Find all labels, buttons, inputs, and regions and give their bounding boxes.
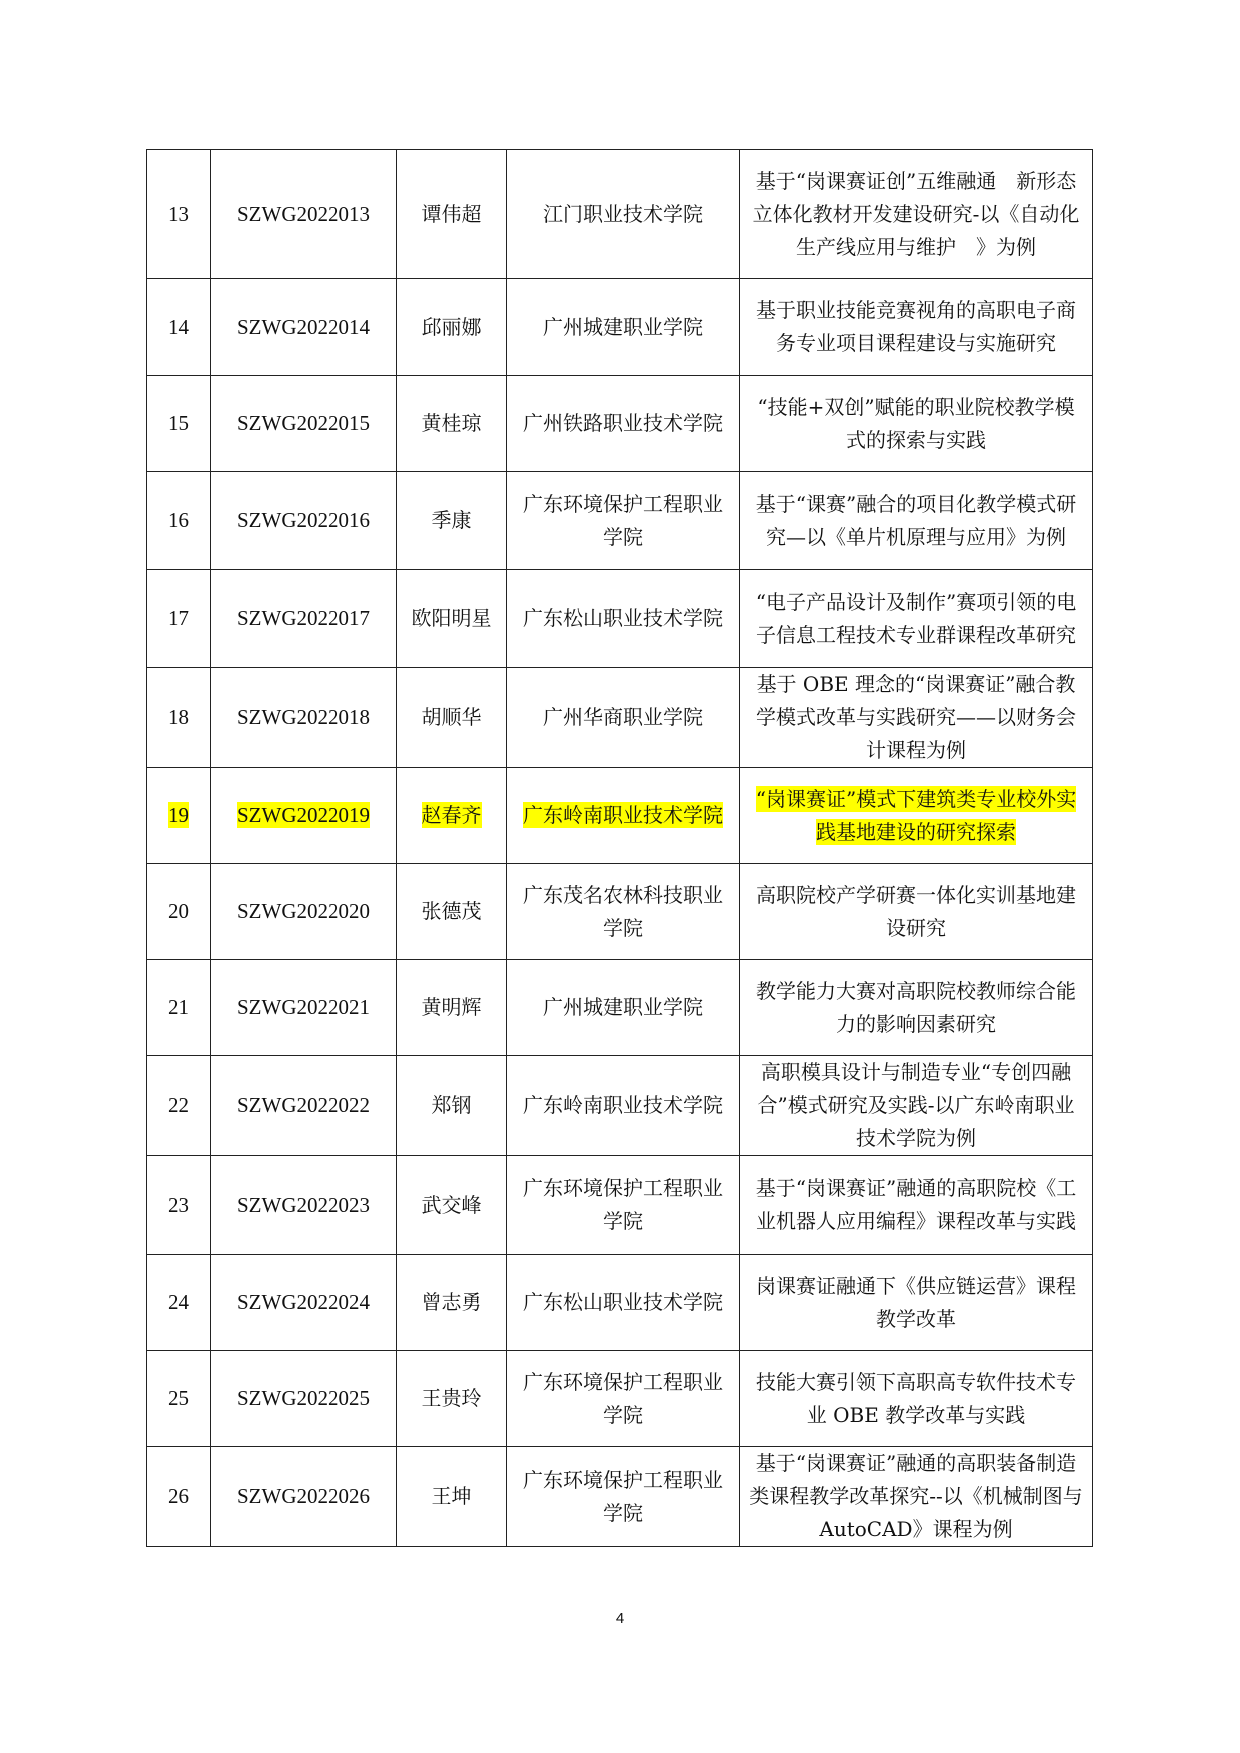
person-name-text: 季康 [431,508,472,532]
table-row [147,376,1093,472]
project-code-cell [211,1447,397,1547]
project-title-text: 高职院校产学研赛一体化实训基地建设研究 [756,882,1076,940]
page-number: 4 [615,1610,625,1627]
person-name-text: 黄明辉 [421,995,482,1019]
row-number-cell [147,150,211,279]
school-name-cell [507,1255,740,1351]
table-row [147,472,1093,570]
school-name-cell [507,960,740,1056]
school-name-text: 广州华商职业学院 [543,705,703,729]
row-number-text: 17 [168,606,189,630]
project-title-text: 基于“岗课赛证创”五维融通 新形态立体化教材开发建设研究-以《自动化生产线应用与维护 》为例 [752,168,1080,259]
row-number-text: 21 [168,995,189,1019]
school-name-text: 江门职业技术学院 [543,201,703,226]
project-title-cell [740,864,1093,960]
project-code-text: SZWG2022016 [237,508,370,532]
row-number-text: 24 [168,1290,189,1314]
project-title-text: 技能大赛引领下高职高专软件技术专业 OBE 教学改革与实践 [756,1369,1076,1427]
project-title-cell [740,150,1093,279]
person-name-text: 谭伟超 [421,201,482,226]
school-name-cell [507,570,740,668]
project-title-cell [740,472,1093,570]
person-name-text: 胡顺华 [421,705,482,729]
row-number-cell [147,768,211,864]
project-title-cell [740,279,1093,376]
project-title-cell [740,1351,1093,1447]
school-name-cell [507,668,740,768]
table-row [147,960,1093,1056]
school-name-cell [507,1447,740,1547]
project-title-cell [740,1255,1093,1351]
school-name-cell [507,768,740,864]
row-number-cell [147,864,211,960]
project-code-cell [211,1351,397,1447]
row-number-cell [147,1447,211,1547]
school-name-cell [507,1351,740,1447]
school-name-text: 广东岭南职业技术学院 [523,803,723,827]
row-number-text: 22 [168,1093,189,1117]
person-name-text: 曾志勇 [421,1290,482,1314]
project-title-text: 教学能力大赛对高职院校教师综合能力的影响因素研究 [756,978,1076,1036]
table-row [147,570,1093,668]
school-name-cell [507,376,740,472]
row-number-text: 14 [168,314,189,339]
table-row [147,1447,1093,1547]
row-number-cell [147,376,211,472]
person-name-cell [397,1056,507,1156]
project-title-text: 基于“岗课赛证”融通的高职院校《工业机器人应用编程》课程改革与实践 [755,1176,1077,1233]
school-name-cell [507,864,740,960]
person-name-text: 武交峰 [421,1192,482,1217]
school-name-text: 广东环境保护工程职业学院 [523,491,723,549]
project-title-cell [740,768,1093,864]
school-name-cell [507,1056,740,1156]
project-code-text: SZWG2022017 [237,606,370,630]
school-name-text: 广东环境保护工程职业学院 [523,1369,723,1427]
project-code-text: SZWG2022019 [237,803,370,827]
project-title-cell [740,570,1093,668]
person-name-cell [397,570,507,668]
project-title-text: “岗课赛证”模式下建筑类专业校外实践基地建设的研究探索 [755,786,1077,844]
row-number-cell [147,1255,211,1351]
school-name-text: 广东松山职业技术学院 [523,1290,723,1314]
project-code-text: SZWG2022020 [237,899,370,923]
school-name-text: 广州城建职业学院 [543,314,703,339]
table-row [147,768,1093,864]
row-number-cell [147,570,211,668]
person-name-cell [397,1156,507,1255]
person-name-text: 张德茂 [421,899,482,923]
project-code-cell [211,1056,397,1156]
project-title-text: 基于“岗课赛证”融通的高职装备制造类课程教学改革探究--以《机械制图与 AutoCAD》课程为例 [749,1451,1083,1541]
project-code-cell [211,768,397,864]
table-row [147,1156,1093,1255]
row-number-cell [147,960,211,1056]
project-title-cell [740,668,1093,768]
project-code-cell [211,1156,397,1255]
row-number-cell [147,1156,211,1255]
project-title-text: “电子产品设计及制作”赛项引领的电子信息工程技术专业群课程改革研究 [755,589,1077,647]
project-title-text: 高职模具设计与制造专业“专创四融合”模式研究及实践-以广东岭南职业技术学院为例 [757,1060,1075,1150]
row-number-cell [147,279,211,376]
person-name-text: 郑钢 [431,1093,472,1117]
person-name-cell [397,1447,507,1547]
table-row [147,1255,1093,1351]
project-code-cell [211,472,397,570]
school-name-cell [507,150,740,279]
person-name-text: 王贵玲 [421,1386,482,1410]
project-code-text: SZWG2022014 [237,314,370,339]
person-name-cell [397,668,507,768]
project-table [146,149,1093,1547]
school-name-text: 广东茂名农林科技职业学院 [523,882,723,940]
project-title-cell [740,376,1093,472]
row-number-text: 20 [168,899,189,923]
project-code-cell [211,1255,397,1351]
row-number-text: 18 [168,705,189,729]
project-code-cell [211,864,397,960]
person-name-cell [397,150,507,279]
project-title-cell [740,1447,1093,1547]
row-number-cell [147,668,211,768]
row-number-cell [147,1056,211,1156]
table-body [147,150,1093,1547]
project-code-cell [211,150,397,279]
person-name-cell [397,376,507,472]
school-name-text: 广东岭南职业技术学院 [523,1093,723,1117]
table-row [147,150,1093,279]
project-title-text: 基于 OBE 理念的“岗课赛证”融合教学模式改革与实践研究——以财务会计课程为例 [756,672,1076,762]
project-title-cell [740,1056,1093,1156]
row-number-text: 16 [168,508,189,532]
project-code-text: SZWG2022015 [237,411,370,435]
person-name-cell [397,768,507,864]
school-name-cell [507,472,740,570]
person-name-cell [397,279,507,376]
school-name-text: 广州铁路职业技术学院 [523,411,723,435]
project-code-text: SZWG2022013 [237,201,370,226]
school-name-cell [507,279,740,376]
project-code-text: SZWG2022024 [237,1290,370,1314]
person-name-cell [397,960,507,1056]
school-name-text: 广东环境保护工程职业学院 [523,1176,723,1233]
table-row [147,668,1093,768]
project-title-text: 基于职业技能竞赛视角的高职电子商务专业项目课程建设与实施研究 [756,298,1076,355]
row-number-text: 26 [168,1484,189,1508]
person-name-text: 赵春齐 [421,803,482,827]
project-code-cell [211,960,397,1056]
project-code-text: SZWG2022023 [237,1192,370,1217]
row-number-text: 25 [168,1386,189,1410]
school-name-cell [507,1156,740,1255]
project-code-cell [211,376,397,472]
project-title-text: 基于“课赛”融合的项目化教学模式研究—以《单片机原理与应用》为例 [755,491,1077,549]
person-name-cell [397,1255,507,1351]
school-name-text: 广东松山职业技术学院 [523,606,723,630]
person-name-cell [397,1351,507,1447]
school-name-text: 广东环境保护工程职业学院 [523,1467,723,1525]
person-name-text: 欧阳明星 [411,606,492,630]
project-title-cell [740,1156,1093,1255]
person-name-text: 邱丽娜 [421,314,482,339]
row-number-text: 19 [168,803,189,827]
person-name-cell [397,864,507,960]
person-name-cell [397,472,507,570]
row-number-text: 13 [168,201,189,226]
project-code-cell [211,668,397,768]
project-code-text: SZWG2022022 [237,1093,370,1117]
row-number-text: 15 [168,411,189,435]
project-code-text: SZWG2022026 [237,1484,370,1508]
school-name-text: 广州城建职业学院 [543,995,703,1019]
row-number-cell [147,1351,211,1447]
table-row [147,1351,1093,1447]
person-name-text: 王坤 [431,1484,472,1508]
project-code-text: SZWG2022025 [237,1386,370,1410]
row-number-text: 23 [168,1192,189,1217]
project-title-text: 岗课赛证融通下《供应链运营》课程教学改革 [756,1273,1076,1331]
table-row [147,279,1093,376]
project-title-cell [740,960,1093,1056]
table-row [147,864,1093,960]
project-code-text: SZWG2022021 [237,995,370,1019]
person-name-text: 黄桂琼 [421,411,482,435]
project-code-cell [211,279,397,376]
project-code-text: SZWG2022018 [237,705,370,729]
project-title-text: “技能+双创”赋能的职业院校教学模式的探索与实践 [757,394,1075,452]
row-number-cell [147,472,211,570]
project-code-cell [211,570,397,668]
table-row [147,1056,1093,1156]
